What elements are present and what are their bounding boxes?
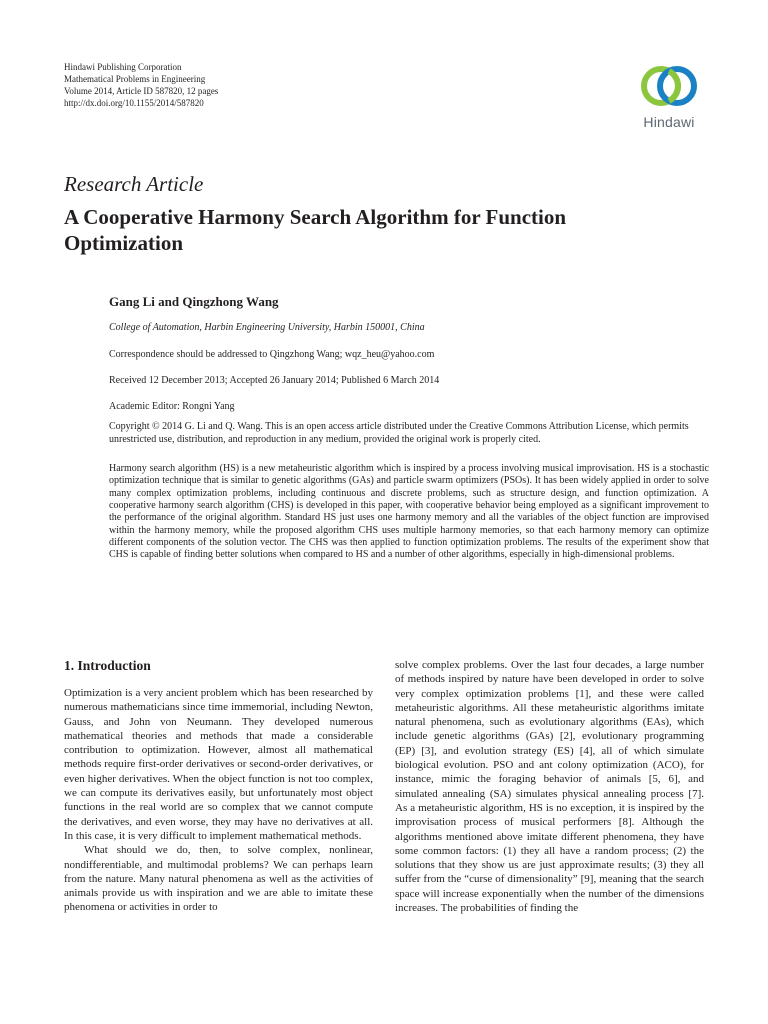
- paper-title: A Cooperative Harmony Search Algorithm for Function Optimization: [64, 205, 567, 255]
- paragraph: What should we do, then, to solve complex, nonlinear, nondifferentiable, and multimodal problems? We can perhaps learn from the nature. Many natural phenomena as well as the activities of animals provide us with inspiration and we are able to imitate these phenomena or activities in order to: [64, 844, 373, 914]
- authors: Gang Li and Qingzhong Wang: [109, 294, 279, 309]
- affiliation: College of Automation, Harbin Engineering University, Harbin 150001, China: [109, 322, 425, 333]
- copyright-notice: Copyright © 2014 G. Li and Q. Wang. This is an open access article distributed under the Creative Commons Attribution License, which permits unrestricted use, distribution, and reproduction in any medium, provided the original work is properly cited.: [109, 421, 689, 445]
- paragraph: Optimization is a very ancient problem which has been researched by numerous mathematicians since time immemorial, including Newton, Gauss, and John von Neumann. They developed numerous mathematical theories and methods that made a considerable contribution to optimization. However, almost all mathematical methods require first-order derivatives or second-order derivatives, or even higher derivatives. When the object function is not too complex, we can compute its derivatives easily, but unfortunately most object functions in the real world are so complex that we cannot compute the derivatives, and even worse, they may have no derivatives at all. In this case, it is very difficult to implement mathematical methods.: [64, 687, 373, 842]
- body-column-left: [64, 686, 373, 915]
- hindawi-wordmark: Hindawi: [643, 114, 695, 130]
- publisher-line: Hindawi Publishing Corporation: [64, 62, 182, 72]
- article-type: Research Article: [64, 172, 204, 196]
- correspondence: Correspondence should be addressed to Qingzhong Wang; wqz_heu@yahoo.com: [109, 349, 435, 360]
- section-heading: 1. Introduction: [64, 658, 151, 673]
- volume-line: Volume 2014, Article ID 587820, 12 pages: [64, 86, 219, 96]
- publication-dates: Received 12 December 2013; Accepted 26 January 2014; Published 6 March 2014: [109, 375, 440, 386]
- paragraph: solve complex problems. Over the last four decades, a large number of methods inspired by nature have been developed in order to solve very complex optimization problems [1], and these were called metaheuristic algorithms. All these metaheuristic algorithms imitate natural phenomena, such as evolutionary algorithms (EAs), which include genetic algorithms (GAs) [2], evolutionary programming (EP) [3], and evolution strategy (ES) [4], all of which simulate biological evolution. PSO and ant colony optimization (ACO), for instance, mimic the foraging behavior of animals [5, 6], and simulated annealing (SA) simulates physical annealing process [7]. As a metaheuristic algorithm, HS is no exception, it is inspired by the improvisation process of musical performers [8]. Although the algorithms mentioned above imitate different phenomena, they have some common factors: (1) they all have a random process; (2) the solutions that they show us are just approximate results; (3) they all suffer from the “curse of dimensionality” [9], meaning that the search space will increase exponentially when the number of the dimensions increases. The probabilities of finding the: [395, 659, 704, 915]
- abstract: Harmony search algorithm (HS) is a new metaheuristic algorithm which is inspired by a process involving musical improvisation. HS is a stochastic optimization technique that is similar to genetic algorithms (GAs) and particle swarm optimizers (PSOs). It has been widely applied in order to solve many complex optimization problems, including continuous and discrete problems, such as structure design, and function optimization. A cooperative harmony search algorithm (CHS) is developed in this paper, with cooperative behavior being employed as a significant improvement to the performance of the original algorithm. Standard HS just uses one harmony memory and all the variables of the object function are improvised within the harmony memory, while the proposed algorithm CHS uses multiple harmony memories, so that each harmony memory can optimize different components of the solution vector. The CHS was then applied to function optimization problems. The results of the experiment show that CHS is capable of finding better solutions when compared to HS and a number of other algorithms, especially in high-dimensional problems.: [109, 463, 709, 561]
- doi-link[interactable]: http://dx.doi.org/10.1155/2014/587820: [64, 98, 204, 108]
- journal-name: Mathematical Problems in Engineering: [64, 74, 206, 84]
- journal-header: [64, 61, 218, 109]
- body-column-right: [395, 658, 704, 915]
- academic-editor: Academic Editor: Rongni Yang: [109, 401, 235, 412]
